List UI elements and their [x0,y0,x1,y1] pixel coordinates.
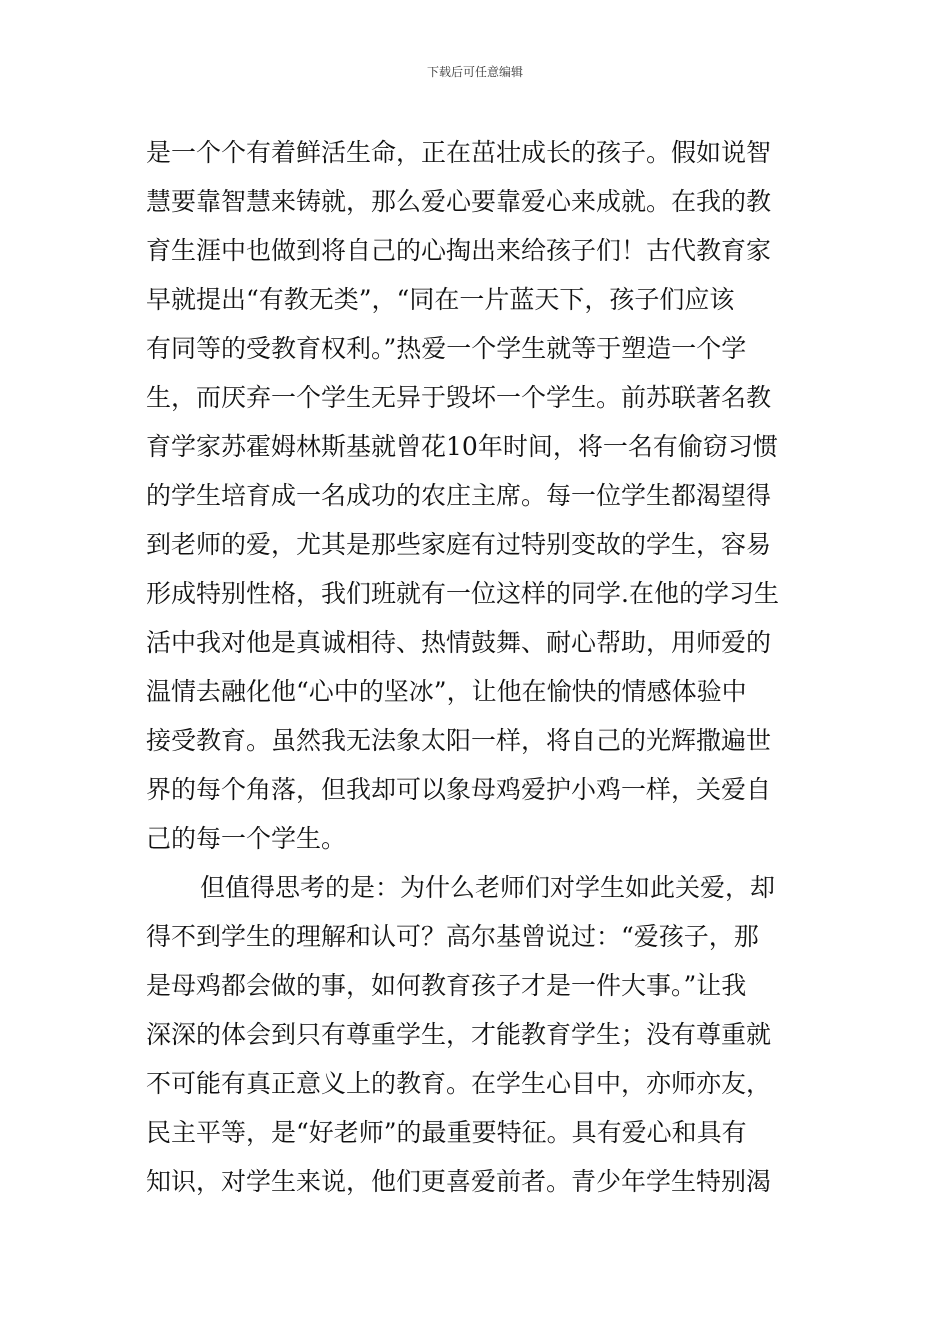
text-line: 知识，对学生来说，他们更喜爱前者。青少年学生特别渴 [146,1167,772,1196]
text-line: 己的每一个学生。 [146,824,347,853]
text-line: 温情去融化他“心中的坚冰”，让他在愉快的情感体验中 [146,677,747,706]
text-line: 的学生培育成一名成功的农庄主席。每一位学生都渴望得 [146,481,772,510]
text-line: 到老师的爱，尤其是那些家庭有过特别变故的学生，容易 [146,530,772,559]
text-line: 早就提出“有教无类”，“同在一片蓝天下，孩子们应该 [146,285,735,314]
paragraph-2 [146,863,806,1206]
text-line: 有同等的受教育权利。”热爱一个学生就等于塑造一个学 [146,334,747,363]
text-line: 界的每个角落，但我却可以象母鸡爱护小鸡一样，关爱自 [146,775,772,804]
text-line: 深深的体会到只有尊重学生，才能教育学生；没有尊重就 [146,1020,772,1049]
text-line: 是母鸡都会做的事，如何教育孩子才是一件大事。”让我 [146,971,747,1000]
text-line: 生，而厌弃一个学生无异于毁坏一个学生。前苏联著名教 [146,383,772,412]
text-line: 民主平等，是“好老师”的最重要特征。具有爱心和具有 [146,1118,747,1147]
text-line: 得不到学生的理解和认可？高尔基曾说过：“爱孩子，那 [146,922,759,951]
text-line: 慧要靠智慧来铸就，那么爱心要靠爱心来成就。在我的教 [146,187,772,216]
paragraph-1 [146,128,806,863]
text-line: 但值得思考的是：为什么老师们对学生如此关爱，却 [200,873,776,902]
body-text [146,128,806,1206]
text-line: 形成特别性格，我们班就有一位这样的同学.在他的学习生 [146,579,779,608]
text-line: 接受教育。虽然我无法象太阳一样，将自己的光辉撒遍世 [146,726,772,755]
text-line: 育生涯中也做到将自己的心掏出来给孩子们！古代教育家 [146,236,772,265]
text-line: 不可能有真正意义上的教育。在学生心目中，亦师亦友， [146,1069,772,1098]
page-header: 下载后可任意编辑 [426,65,523,79]
text-line: 是一个个有着鲜活生命，正在茁壮成长的孩子。假如说智 [146,138,772,167]
text-line: 育学家苏霍姆林斯基就曾花10年时间，将一名有偷窃习惯 [146,432,778,461]
text-line: 活中我对他是真诚相待、热情鼓舞、耐心帮助，用师爱的 [146,628,772,657]
